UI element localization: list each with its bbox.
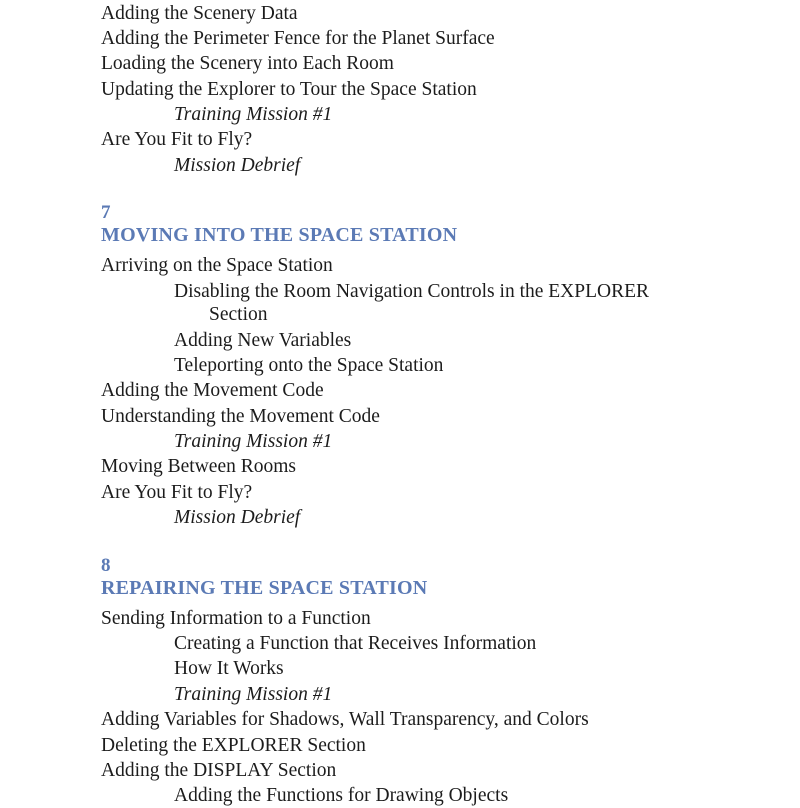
- toc-subentry-training: Training Mission #1: [174, 104, 333, 125]
- toc-subentry: Creating a Function that Receives Information: [174, 633, 537, 654]
- toc-subentry: Disabling the Room Navigation Controls in the EXPLORER: [174, 281, 650, 302]
- toc-entry: Loading the Scenery into Each Room: [101, 53, 394, 74]
- toc-entry: Deleting the EXPLORER Section: [101, 735, 366, 756]
- toc-subentry: How It Works: [174, 658, 284, 679]
- toc-entry: Understanding the Movement Code: [101, 406, 380, 427]
- chapter-8-number: 8: [101, 555, 111, 576]
- toc-entry: Adding the DISPLAY Section: [101, 760, 337, 781]
- toc-subentry-debrief: Mission Debrief: [174, 155, 301, 176]
- toc-subentry: Adding the Functions for Drawing Objects: [174, 785, 509, 806]
- toc-entry: Are You Fit to Fly?: [101, 482, 253, 503]
- toc-entry: Are You Fit to Fly?: [101, 129, 253, 150]
- toc-entry: Updating the Explorer to Tour the Space Station: [101, 79, 477, 100]
- chapter-8-title: REPAIRING THE SPACE STATION: [101, 577, 428, 599]
- toc-subentry-debrief: Mission Debrief: [174, 507, 301, 528]
- toc-entry: Adding Variables for Shadows, Wall Transparency, and Colors: [101, 709, 589, 730]
- toc-subentry: Teleporting onto the Space Station: [174, 355, 444, 376]
- toc-subentry-training: Training Mission #1: [174, 431, 333, 452]
- toc-entry: Sending Information to a Function: [101, 608, 371, 629]
- toc-entry: Moving Between Rooms: [101, 456, 296, 477]
- toc-entry: Adding the Perimeter Fence for the Planet Surface: [101, 28, 495, 49]
- toc-subentry-continuation: Section: [209, 304, 268, 325]
- toc-subentry-training: Training Mission #1: [174, 684, 333, 705]
- toc-entry: Adding the Scenery Data: [101, 3, 298, 24]
- toc-subentry: Adding New Variables: [174, 330, 352, 351]
- toc-entry: Adding the Movement Code: [101, 380, 324, 401]
- chapter-7-title: MOVING INTO THE SPACE STATION: [101, 224, 458, 246]
- chapter-7-number: 7: [101, 202, 111, 223]
- toc-entry: Arriving on the Space Station: [101, 255, 333, 276]
